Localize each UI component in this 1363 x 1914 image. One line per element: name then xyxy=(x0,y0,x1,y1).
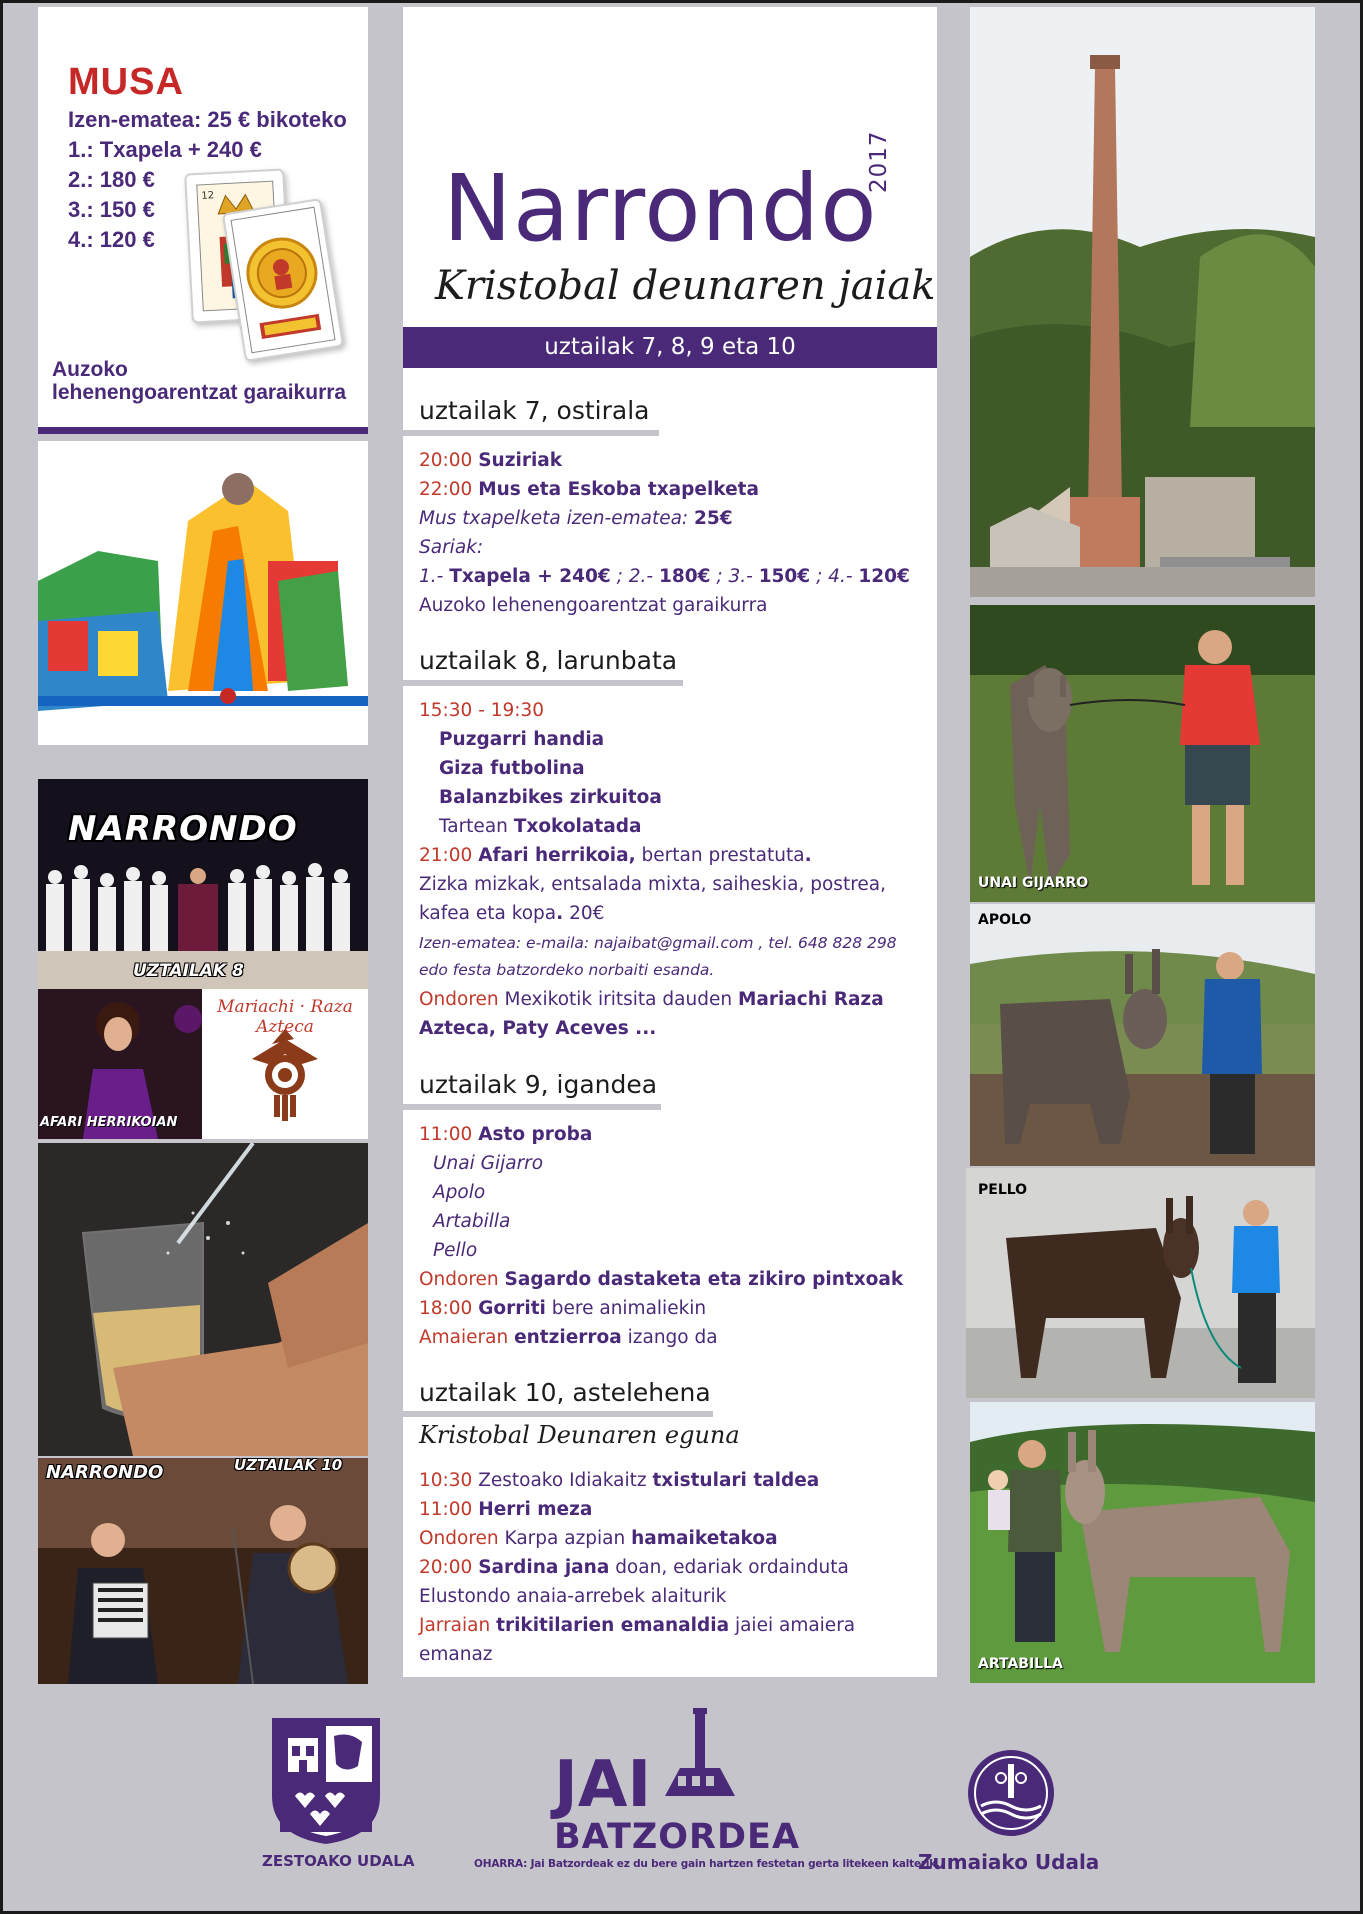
day-4-txistulari xyxy=(419,1470,929,1491)
apolo-caption: APOLO xyxy=(978,912,1032,928)
unai-caption: UNAI GIJARRO xyxy=(978,875,1089,891)
prize-value: Txapela + 240€ xyxy=(449,566,611,587)
event-title: Azteca, Paty Aceves ... xyxy=(419,1018,657,1039)
event-detail: bere animaliekin xyxy=(545,1298,707,1319)
day-2-heading: uztailak 8, larunbata xyxy=(419,646,678,675)
event-prefix: Tartean xyxy=(439,816,508,837)
narrondo-8-title: NARRONDO xyxy=(68,809,298,849)
zestoa-shield-logo xyxy=(270,1716,382,1850)
prize-value: 150€ xyxy=(758,566,811,587)
musa-prize-4: 4.: 120 € xyxy=(68,227,155,252)
musa-footer-line-2: lehenengoarentzat garaikurra xyxy=(52,380,347,404)
cider-pouring-photo xyxy=(38,1143,368,1456)
day-1-prizes-label: Sariak: xyxy=(419,537,484,558)
day-2-time-range xyxy=(419,700,929,721)
event-time: 21:00 xyxy=(419,845,473,866)
day-1-prizes xyxy=(419,566,929,587)
day-2-mariachi xyxy=(419,989,929,1010)
artabilla-caption: ARTABILLA xyxy=(978,1656,1063,1672)
event-time: 20:00 xyxy=(419,450,473,471)
donkey-4: Pello xyxy=(433,1240,478,1261)
day-2-activity-3 xyxy=(439,787,949,808)
event-time: 22:00 xyxy=(419,479,473,500)
svg-text:12: 12 xyxy=(201,190,215,202)
day-2-registration: Izen-ematea: e-maila: najaibat@gmail.com , tel. 648 828 298 xyxy=(419,934,897,952)
day-4-trikitilari xyxy=(419,1615,929,1636)
musa-prize-2: 2.: 180 € xyxy=(68,167,155,192)
event-title: Mariachi Raza xyxy=(737,989,884,1010)
mariachi-logo-text: Mariachi · Raza Azteca xyxy=(217,997,353,1037)
zumaia-label: Zumaiako Udala xyxy=(918,1850,1100,1874)
event-title: Afari herrikoia, xyxy=(478,845,636,866)
day-4-script-title: Kristobal Deunaren eguna xyxy=(419,1421,740,1449)
narrondo-trikitilari-photo xyxy=(38,1458,368,1684)
event-title: trikitilarien emanaldia xyxy=(496,1615,730,1636)
uztailak-8-label: UZTAILAK 8 xyxy=(133,961,244,981)
chimney-photo xyxy=(970,7,1315,597)
day-2-activity-1 xyxy=(439,729,949,750)
donkey-1: Unai Gijarro xyxy=(433,1153,544,1174)
musa-prize-1: 1.: Txapela + 240 € xyxy=(68,137,262,162)
day-1-event-1 xyxy=(419,450,929,471)
day-4-hamaiketakoa xyxy=(419,1528,929,1549)
bouncy-castle-photo xyxy=(38,441,368,745)
day-1-rule xyxy=(403,430,659,436)
musa-title: MUSA xyxy=(68,61,184,103)
day-2-activity-2 xyxy=(439,758,949,779)
playing-cards-image xyxy=(188,163,358,368)
day-1-heading: uztailak 7, ostirala xyxy=(419,396,650,425)
afari-caption: AFARI HERRIKOIAN xyxy=(40,1115,178,1130)
event-time: Jarraian xyxy=(419,1615,491,1636)
event-title: Balanzbikes zirkuitoa xyxy=(439,787,662,808)
musa-footer-line-1: Auzoko xyxy=(52,358,128,381)
donkey-3: Artabilla xyxy=(433,1211,511,1232)
disclaimer: OHARRA: Jai Batzordeak ez du bere gain hartzen festetan gerta litekeen kalterik. xyxy=(474,1858,940,1870)
prize-value: 120€ xyxy=(858,566,910,587)
event-time: 10:30 xyxy=(419,1470,473,1491)
narrondo-mariachi-photo xyxy=(38,779,368,989)
dates-banner: uztailak 7, 8, 9 eta 10 xyxy=(403,327,937,368)
batzordea-label: BATZORDEA xyxy=(554,1817,801,1857)
jai-batzordea-chimney-logo xyxy=(660,1706,740,1820)
event-time: Amaieran xyxy=(419,1327,509,1348)
day-3-cider xyxy=(419,1269,929,1290)
prize-value: 180€ xyxy=(658,566,711,587)
musa-footer xyxy=(52,359,362,404)
event-title: hamaiketakoa xyxy=(631,1528,778,1549)
zumaia-seal-logo xyxy=(966,1748,1056,1842)
afari-singer-photo xyxy=(38,989,202,1139)
musa-prize-3: 3.: 150 € xyxy=(68,197,155,222)
musa-entry: Izen-ematea: 25 € bikoteko xyxy=(68,107,347,132)
event-time: 20:00 xyxy=(419,1557,473,1578)
event-detail: Mexikotik iritsita dauden xyxy=(498,989,738,1010)
day-4-rule xyxy=(403,1411,713,1417)
narrondo-10-title: NARRONDO xyxy=(46,1462,164,1483)
event-time: Ondoren xyxy=(419,1269,499,1290)
day-2-rule xyxy=(403,680,683,686)
event-detail: doan, edariak ordainduta xyxy=(609,1557,849,1578)
day-4-emanaz: emanaz xyxy=(419,1644,493,1665)
event-title: txistulari taldea xyxy=(652,1470,820,1491)
event-title: Suziriak xyxy=(478,450,563,471)
pello-photo xyxy=(966,1168,1315,1398)
day-4-sardines xyxy=(419,1557,929,1578)
event-detail: izango da xyxy=(621,1327,718,1348)
subtitle: Kristobal deunaren jaiak xyxy=(435,263,936,309)
oros-card xyxy=(222,198,344,362)
event-title: Mus eta Eskoba txapelketa xyxy=(478,479,759,500)
mariachi-raza-azteca-logo xyxy=(202,989,368,1139)
day-2-dinner xyxy=(419,845,929,866)
prize-rank: ; 4.- xyxy=(810,566,853,587)
donkey-2: Apolo xyxy=(433,1182,486,1203)
menu-price: 20€ xyxy=(563,903,605,924)
apolo-photo xyxy=(970,904,1315,1166)
event-time: Ondoren xyxy=(419,1528,499,1549)
event-time: Ondoren xyxy=(419,989,499,1010)
event-detail: jaiei amaiera xyxy=(729,1615,856,1636)
event-time: 11:00 xyxy=(419,1124,473,1145)
event-title: Sardina jana xyxy=(478,1557,610,1578)
prize-rank: ; 3.- xyxy=(710,566,753,587)
day-3-rule xyxy=(403,1104,661,1110)
menu-text: kafea eta kopa xyxy=(419,903,557,924)
day-4-mass xyxy=(419,1499,929,1520)
day-2-registration-alt: edo festa batzordeko norbaiti esanda. xyxy=(419,961,715,979)
day-3-gorriti xyxy=(419,1298,929,1319)
artabilla-photo xyxy=(970,1402,1315,1683)
uztailak-10-label: UZTAILAK 10 xyxy=(234,1458,343,1474)
day-2-menu-price xyxy=(419,903,929,924)
event-title: entzierroa xyxy=(514,1327,622,1348)
day-3-donkey-race xyxy=(419,1124,929,1145)
event-punctuation: . xyxy=(804,845,812,866)
pello-caption: PELLO xyxy=(978,1182,1028,1198)
zestoa-label: ZESTOAKO UDALA xyxy=(262,1852,415,1870)
day-2-mariachi-cont xyxy=(419,1018,929,1039)
event-detail: Karpa azpian xyxy=(498,1528,632,1549)
day-3-entzierroa xyxy=(419,1327,929,1348)
menu-punctuation: . xyxy=(556,903,564,924)
page-title: Narrondo xyxy=(443,155,878,262)
day-2-menu: Zizka mizkak, entsalada mixta, saiheskia, postrea, xyxy=(419,874,886,895)
event-time: 18:00 xyxy=(419,1298,473,1319)
year-label: 2017 xyxy=(866,130,892,193)
event-title: Herri meza xyxy=(478,1499,593,1520)
prize-rank: 1.- xyxy=(419,566,444,587)
event-title: Giza futbolina xyxy=(439,758,585,779)
entry-fee-label: Mus txapelketa izen-ematea: xyxy=(419,508,689,529)
entry-fee-value: 25€ xyxy=(694,508,733,529)
prize-rank: ; 2.- xyxy=(610,566,654,587)
day-2-activity-4 xyxy=(439,816,949,837)
musa-panel xyxy=(38,7,368,434)
event-time: 11:00 xyxy=(419,1499,473,1520)
event-title: Gorriti xyxy=(478,1298,546,1319)
event-title: Txokolatada xyxy=(513,816,642,837)
event-detail: Zestoako Idiakaitz xyxy=(472,1470,653,1491)
event-title: Asto proba xyxy=(478,1124,593,1145)
program-column xyxy=(403,7,937,1677)
event-title: Puzgarri handia xyxy=(439,729,605,750)
day-1-entry-fee xyxy=(419,508,929,529)
event-title: Sagardo dastaketa eta zikiro pintxoak xyxy=(504,1269,904,1290)
day-3-heading: uztailak 9, igandea xyxy=(419,1070,658,1099)
day-4-heading: uztailak 10, astelehena xyxy=(419,1378,711,1407)
day-4-elustondo: Elustondo anaia-arrebek alaiturik xyxy=(419,1586,727,1607)
day-1-event-2 xyxy=(419,479,929,500)
day-1-trophy: Auzoko lehenengoarentzat garaikurra xyxy=(419,595,768,616)
unai-gijarro-photo xyxy=(970,605,1315,902)
event-detail: bertan prestatuta xyxy=(635,845,805,866)
jai-label: JAI xyxy=(554,1748,652,1822)
event-time: 15:30 - 19:30 xyxy=(419,700,545,721)
